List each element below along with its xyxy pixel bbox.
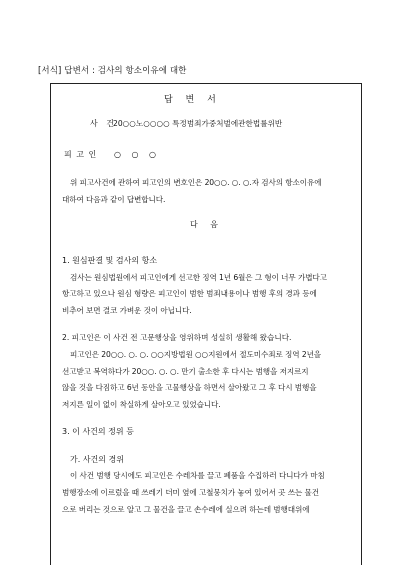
section-2-heading: 2. 피고인은 이 사건 전 고문행상을 영위하며 성실히 생활해 왔습니다. — [62, 333, 292, 342]
defendant-label: 피 고 인 — [64, 150, 98, 159]
intro-line-1: 위 피고사건에 관하여 피고인의 변호인은 20○○. ○. ○.자 검사의 항소이유에 — [70, 178, 322, 187]
section-2-line: 저지른 일이 없이 착실하게 살아오고 있었습니다. — [62, 400, 221, 409]
case-value: 20○○노○○○○ 특정범죄가중처벌에관한법률위반 — [113, 119, 283, 128]
next-heading: 다 음 — [190, 220, 223, 229]
section-1-line: 비추어 보면 결코 가벼운 것이 아닙니다. — [62, 306, 192, 315]
document-caption: [서식] 답변서 : 검사의 항소이유에 대한 — [38, 66, 187, 76]
subsection-ga-line: 으로 버리는 것으로 알고 그 물건을 끌고 손수레에 실으려 하는데 범행대위에 — [62, 505, 310, 514]
intro-line-2: 대하여 다음과 같이 답변합니다. — [62, 195, 166, 204]
document-title: 답 변 서 — [164, 95, 221, 105]
section-2-line: 선고받고 복역하다가 20○○. ○. ○. 만기 출소한 후 다시는 범행을 저지르지 — [62, 367, 309, 376]
defendant-value: ○ ○ ○ — [114, 150, 161, 159]
subsection-ga-line: 이 사건 범행 당시에도 피고인은 수레차를 끌고 폐품을 수집하러 다니다가 마침 — [70, 471, 325, 480]
subsection-ga-line: 범행장소에 이르렀을 때 쓰레기 더미 옆에 고철뭉치가 놓여 있어서 곳 쓰는 물건 — [62, 488, 319, 497]
section-1-heading: 1. 원심판결 및 검사의 항소 — [62, 256, 158, 265]
section-2-line: 않을 것을 다짐하고 6년 동안을 고물행상을 하면서 살아왔고 그 후 다시 범행을 — [62, 383, 317, 392]
section-2-line: 피고인은 20○○. ○. ○. ○○지방법원 ○○지원에서 절도미수죄로 징역 2년을 — [70, 350, 322, 359]
subsection-ga-heading: 가. 사건의 경위 — [70, 455, 124, 464]
section-3-heading: 3. 이 사건의 정위 등 — [62, 427, 134, 436]
section-1-line: 항고하고 있으나 원심 형량은 피고인이 범한 범죄내용이나 범행 후의 경과 등에 — [62, 289, 317, 298]
case-label: 사 건 — [90, 119, 117, 128]
section-1-line: 검사는 원심법원에서 피고인에게 선고한 징역 1년 6월은 그 형이 너무 가볍다고 — [70, 273, 327, 282]
